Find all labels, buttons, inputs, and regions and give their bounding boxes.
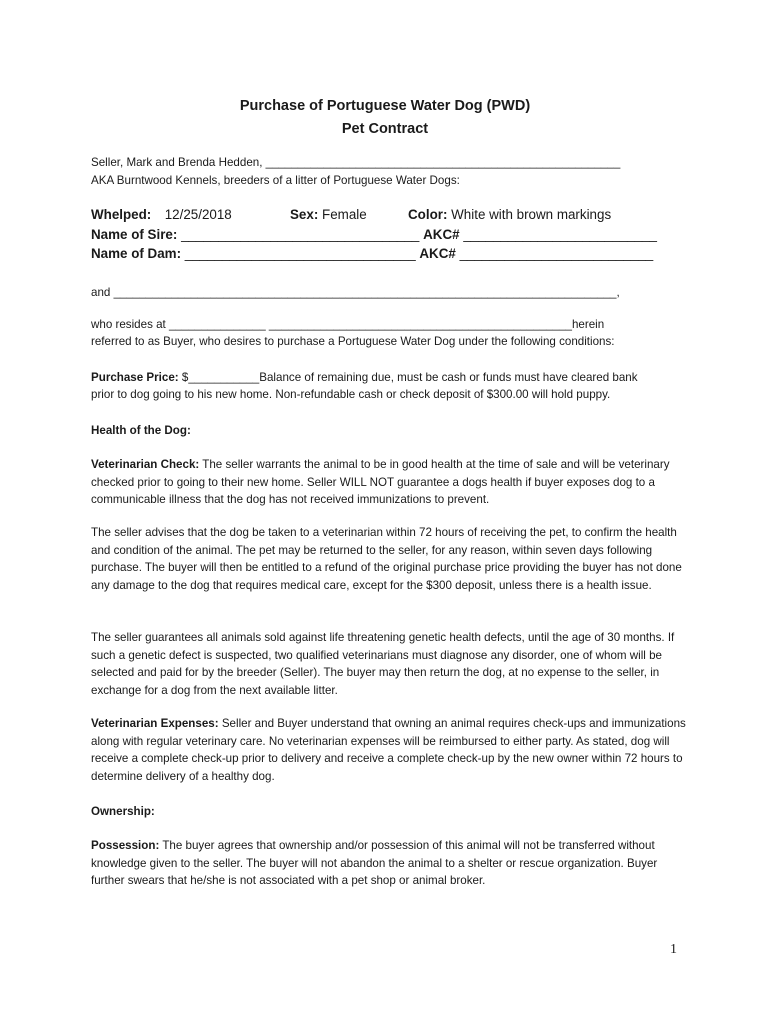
guarantee-paragraph: The seller guarantees all animals sold against life threatening genetic health defects, until the age of 30 months. If such a genetic defect is suspected, two qualified veterinarians must diagnose any disorder, one of whom will be selected and paid for by the breeder (Seller). The buyer may then return the dog, at no expense to the seller, in exchange for a dog from the next available litter. <box>91 631 675 697</box>
document-title: Purchase of Portuguese Water Dog (PWD) <box>239 98 531 114</box>
dam-akc-label: AKC# <box>419 246 456 261</box>
sex-label: Sex: <box>290 207 319 222</box>
vet-expenses-text: Seller and Buyer understand that owning an animal requires check-ups and immunizations along with regular veterinary care. No veterinarian expenses will be reimbursed to either party. As stated, dog will receive a complete check-up prior to delivery and receive a complete check-up by the new owner within 72 hours to determine delivery of a healthy dog. <box>91 717 686 783</box>
purchase-price-line-2: prior to dog going to his new home. Non-refundable cash or check deposit of $300.00 will hold puppy. <box>91 388 611 401</box>
sire-blank: ________________________________ <box>181 227 420 242</box>
dam-label: Name of Dam: <box>91 246 182 261</box>
vet-check-label: Veterinarian Check: <box>91 458 200 471</box>
sire-akc-label: AKC# <box>423 227 460 242</box>
seller-line: Seller, Mark and Brenda Hedden, _______________________________________________________ <box>91 156 621 169</box>
sire-akc-blank: __________________________ <box>463 227 657 242</box>
advice-paragraph: The seller advises that the dog be taken to a veterinarian within 72 hours of receiving the pet, to confirm the health and condition of the animal. The pet may be returned to the seller, for any reason, within seven days following purchase. The buyer will then be entitled to a refund of the original purchase price providing the buyer has not done any damage to the dog that requires medical care, except for the $300 deposit, unless there is a health issue. <box>91 526 682 592</box>
whelped-label: Whelped: <box>91 207 152 222</box>
ownership-heading: Ownership: <box>91 805 155 818</box>
sex-value: Female <box>322 207 367 222</box>
purchase-price-text-1: $___________Balance of remaining due, must be cash or funds must have cleared bank <box>178 371 638 384</box>
color-field <box>408 207 611 222</box>
vet-check-paragraph <box>91 456 691 509</box>
sire-field <box>91 227 657 242</box>
and-line: and ______________________________________________________________________________, <box>91 286 620 299</box>
dam-field <box>91 246 653 261</box>
resides-line-1: who resides at _______________ _______________________________________________herein <box>91 318 605 331</box>
vet-expenses-paragraph <box>91 715 691 785</box>
whelped-value: 12/25/2018 <box>164 207 232 222</box>
whelped-field <box>91 207 232 222</box>
possession-label: Possession: <box>91 839 160 852</box>
aka-line: AKA Burntwood Kennels, breeders of a litter of Portuguese Water Dogs: <box>91 174 460 187</box>
resides-line-2: referred to as Buyer, who desires to purchase a Portuguese Water Dog under the following conditions: <box>91 335 615 348</box>
sex-field <box>290 207 367 222</box>
page-number: 1 <box>670 942 677 957</box>
possession-text: The buyer agrees that ownership and/or possession of this animal will not be transferred without knowledge given to the seller. The buyer will not abandon the animal to a shelter or rescue organization. Buyer further swears that he/she is not associated with a pet shop or animal broker. <box>91 839 658 888</box>
document-subtitle: Pet Contract <box>341 121 429 137</box>
dam-akc-blank: __________________________ <box>459 246 654 261</box>
vet-expenses-label: Veterinarian Expenses: <box>91 717 219 730</box>
health-heading: Health of the Dog: <box>91 424 191 437</box>
dam-blank: _______________________________ <box>184 246 416 261</box>
purchase-price-line-1 <box>91 369 701 387</box>
vet-check-text: The seller warrants the animal to be in good health at the time of sale and will be veterinary checked prior to going to their new home. Seller WILL NOT guarantee a dogs health if buyer exposes dog to a communicable illness that the dog has not received immunizations to prevent. <box>91 458 670 507</box>
sire-label: Name of Sire: <box>91 227 178 242</box>
purchase-price-label: Purchase Price: <box>91 371 179 384</box>
color-label: Color: <box>408 207 448 222</box>
possession-paragraph <box>91 837 691 890</box>
color-value: White with brown markings <box>451 207 612 222</box>
